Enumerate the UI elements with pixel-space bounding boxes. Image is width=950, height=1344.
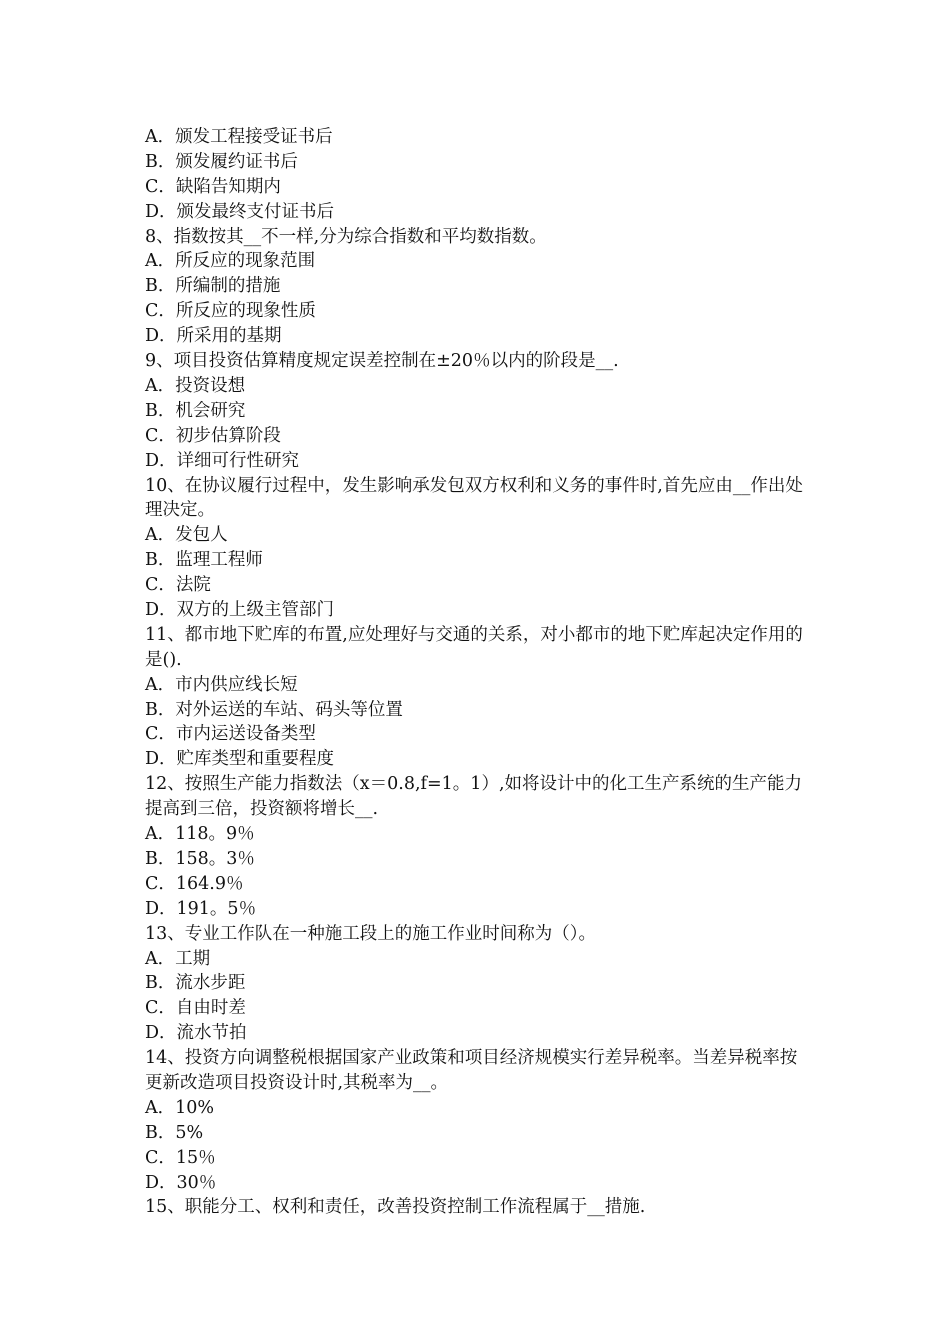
option-line: C．164.9％ xyxy=(145,873,244,894)
question-text: 12、按照生产能力指数法（x＝0.8,f=1。1）,如将设计中的化工生产系统的生产能力提高到三倍，投资额将增长__. xyxy=(145,774,802,820)
option-line: A．市内供应线长短 xyxy=(145,674,298,695)
option-line: A．颁发工程接受证书后 xyxy=(145,127,333,147)
option-line: A．所反应的现象范围 xyxy=(145,251,316,272)
option-line: D．双方的上级主管部门 xyxy=(145,599,335,620)
question-text: 15、职能分工、权利和责任，改善投资控制工作流程属于__措施. xyxy=(145,1197,646,1218)
option-line: D．所采用的基期 xyxy=(145,326,282,347)
option-line: D．191。5％ xyxy=(145,898,257,919)
option-line: B．158。3％ xyxy=(145,848,255,869)
option-line: B．所编制的措施 xyxy=(145,276,281,297)
option-line: A．10% xyxy=(145,1097,215,1118)
question-text: 9、项目投资估算精度规定误差控制在±20％以内的阶段是__. xyxy=(145,351,619,372)
question-text: 11、都市地下贮库的布置,应处理好与交通的关系，对小都市的地下贮库起决定作用的是(). xyxy=(145,624,803,670)
question-text: 10、在协议履行过程中，发生影响承发包双方权利和义务的事件时,首先应由__作出处理决定。 xyxy=(145,475,803,521)
option-line: B．机会研究 xyxy=(145,400,246,421)
option-line: D．流水节拍 xyxy=(145,1023,247,1044)
option-line: B．流水步距 xyxy=(145,973,246,994)
question-text: 8、指数按其__不一样,分为综合指数和平均数指数。 xyxy=(145,226,547,247)
option-line: D．30％ xyxy=(145,1172,217,1193)
option-line: B．监理工程师 xyxy=(145,550,263,571)
option-line: A．发包人 xyxy=(145,525,228,546)
option-line: D．详细可行性研究 xyxy=(145,450,300,471)
option-line: C．15％ xyxy=(145,1147,216,1168)
question-text: 14、投资方向调整税根据国家产业政策和项目经济规模实行差异税率。当差异税率按更新改造项目投资设计时,其税率为__。 xyxy=(145,1048,798,1093)
question-text: 13、专业工作队在一种施工段上的施工作业时间称为（）。 xyxy=(145,923,597,944)
option-line: C．自由时差 xyxy=(145,998,246,1019)
option-line: A．投资设想 xyxy=(145,375,246,396)
document-page xyxy=(145,125,815,1220)
option-line: C．所反应的现象性质 xyxy=(145,301,316,322)
option-line: C．市内运送设备类型 xyxy=(145,724,316,745)
option-line: C．法院 xyxy=(145,575,211,596)
option-line: B．对外运送的车站、码头等位置 xyxy=(145,699,403,720)
option-line: D．颁发最终支付证书后 xyxy=(145,201,335,222)
option-line: C．初步估算阶段 xyxy=(145,425,281,446)
option-line: B．5% xyxy=(145,1122,204,1143)
option-line: B．颁发履约证书后 xyxy=(145,151,298,172)
option-line: D．贮库类型和重要程度 xyxy=(145,749,335,770)
option-line: A．工期 xyxy=(145,948,211,969)
option-line: A．118。9％ xyxy=(145,824,255,845)
option-line: C．缺陷告知期内 xyxy=(145,176,281,197)
